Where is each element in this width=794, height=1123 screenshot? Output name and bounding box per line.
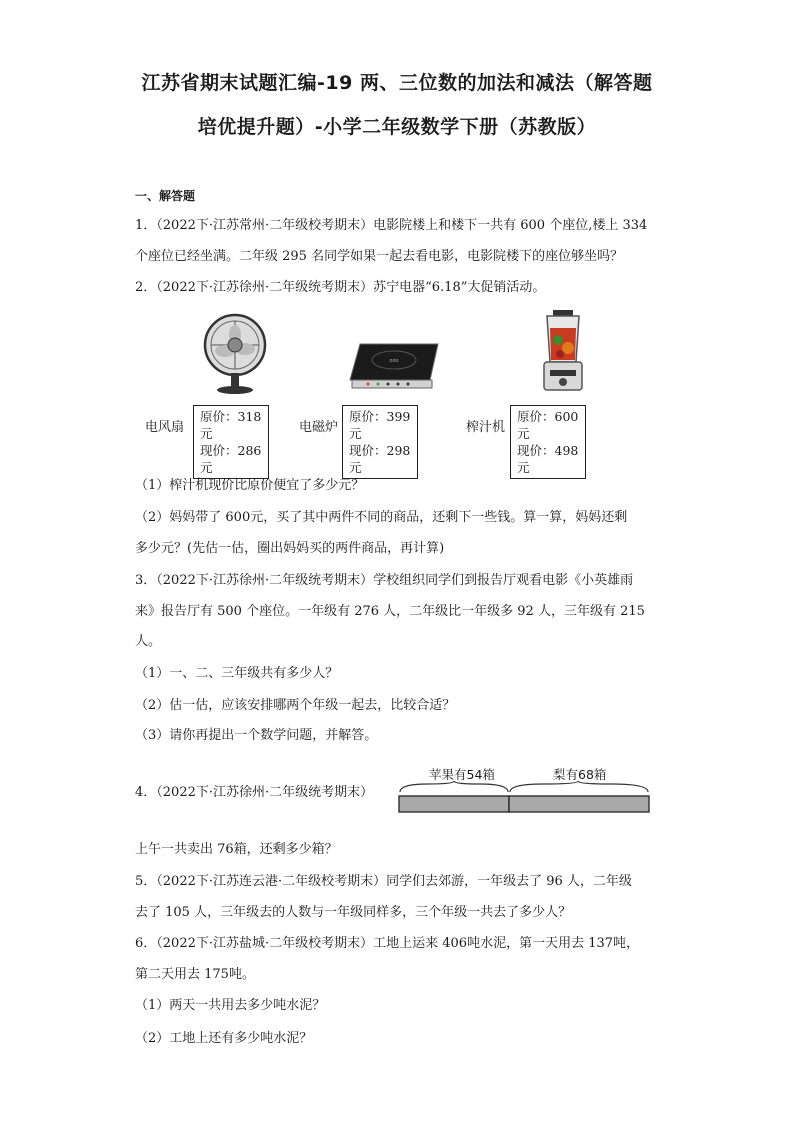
- question-3-part-2: （2）估一估，应该安排哪两个年级一起去，比较合适？: [135, 698, 456, 713]
- apple-box-label: 苹果有54箱: [429, 767, 495, 782]
- electric-fan-image: [200, 313, 270, 395]
- juicer-image: [538, 308, 588, 396]
- question-5-line-2: 去了 105 人，三年级去的人数与一年级同样多，三个年级一共去了多少人？: [135, 905, 572, 920]
- question-2-line-1: 2．（2022下·江苏徐州·二年级统考期末）苏宁电器“6.18”大促销活动。: [135, 280, 546, 295]
- pear-brace: [510, 781, 648, 792]
- price-box-cooker: [342, 405, 418, 479]
- document-title-line-2: 培优提升题）-小学二年级数学下册（苏教版）: [197, 116, 597, 138]
- pear-box-label: 梨有68箱: [553, 767, 607, 782]
- induction-cooker-image: [346, 340, 442, 392]
- question-1-line-1: 1．（2022下·江苏常州·二年级校考期末）电影院楼上和楼下一共有 600 个座位,楼上 334: [135, 218, 648, 233]
- current-price-cooker: 现价：298元: [349, 443, 411, 475]
- question-2-part-2-line-1: （2）妈妈带了 600元，买了其中两件不同的商品，还剩下一些钱。算一算，妈妈还剩: [135, 510, 628, 525]
- price-box-juicer: [510, 405, 586, 479]
- question-2-part-1: （1）榨汁机现价比原价便宜了多少元？: [135, 478, 365, 493]
- svg-text:ooo: ooo: [389, 358, 399, 364]
- product-name-cooker: 电磁炉: [299, 420, 339, 435]
- question-3-part-3: （3）请你再提出一个数学问题，并解答。: [135, 728, 378, 743]
- question-5-line-1: 5．（2022下·江苏连云港·二年级校考期末）同学们去郊游，一年级去了 96 人，二年级: [135, 874, 632, 889]
- question-3-line-1: 3．（2022下·江苏徐州·二年级统考期末）学校组织同学们到报告厅观看电影《小英雄雨: [135, 573, 634, 588]
- segment-bar-diagram: [398, 780, 652, 816]
- original-price-juicer: 原价：600元: [517, 409, 579, 441]
- question-6-part-2: （2）工地上还有多少吨水泥？: [135, 1031, 313, 1046]
- apple-segment: [399, 796, 509, 812]
- apple-brace: [400, 781, 508, 792]
- question-3-line-2: 来》报告厅有 500 个座位。一年级有 276 人，二年级比一年级多 92 人，三年级有 215: [135, 604, 645, 619]
- question-6-part-1: （1）两天一共用去多少吨水泥？: [135, 998, 326, 1013]
- question-6-line-2: 第二天用去 175吨。: [135, 967, 255, 982]
- current-price-fan: 现价：286元: [200, 443, 262, 475]
- question-3-part-1: （1）一、二、三年级共有多少人？: [135, 666, 339, 681]
- question-3-line-3: 人。: [135, 634, 162, 649]
- product-name-juicer: 榨汁机: [466, 420, 506, 435]
- question-2-part-2-line-2: 多少元？(先估一估，圈出妈妈买的两件商品，再计算): [135, 541, 445, 556]
- question-4-line-2: 上午一共卖出 76箱，还剩多少箱？: [135, 842, 338, 857]
- question-6-line-1: 6．（2022下·江苏盐城·二年级校考期末）工地上运来 406吨水泥，第一天用去 137吨，: [135, 936, 640, 951]
- section-heading: 一、解答题: [135, 189, 196, 203]
- current-price-juicer: 现价：498元: [517, 443, 579, 475]
- price-box-fan: [193, 405, 269, 479]
- original-price-fan: 原价：318元: [200, 409, 262, 441]
- pear-segment: [509, 796, 649, 812]
- document-title-line-1: 江苏省期末试题汇编-19 两、三位数的加法和减法（解答题: [141, 72, 653, 94]
- question-1-line-2: 个座位已经坐满。二年级 295 名同学如果一起去看电影，电影院楼下的座位够坐吗？: [135, 249, 624, 264]
- question-4-line-1: 4．（2022下·江苏徐州·二年级统考期末）: [135, 785, 374, 800]
- original-price-cooker: 原价：399元: [349, 409, 411, 441]
- product-name-fan: 电风扇: [145, 420, 185, 435]
